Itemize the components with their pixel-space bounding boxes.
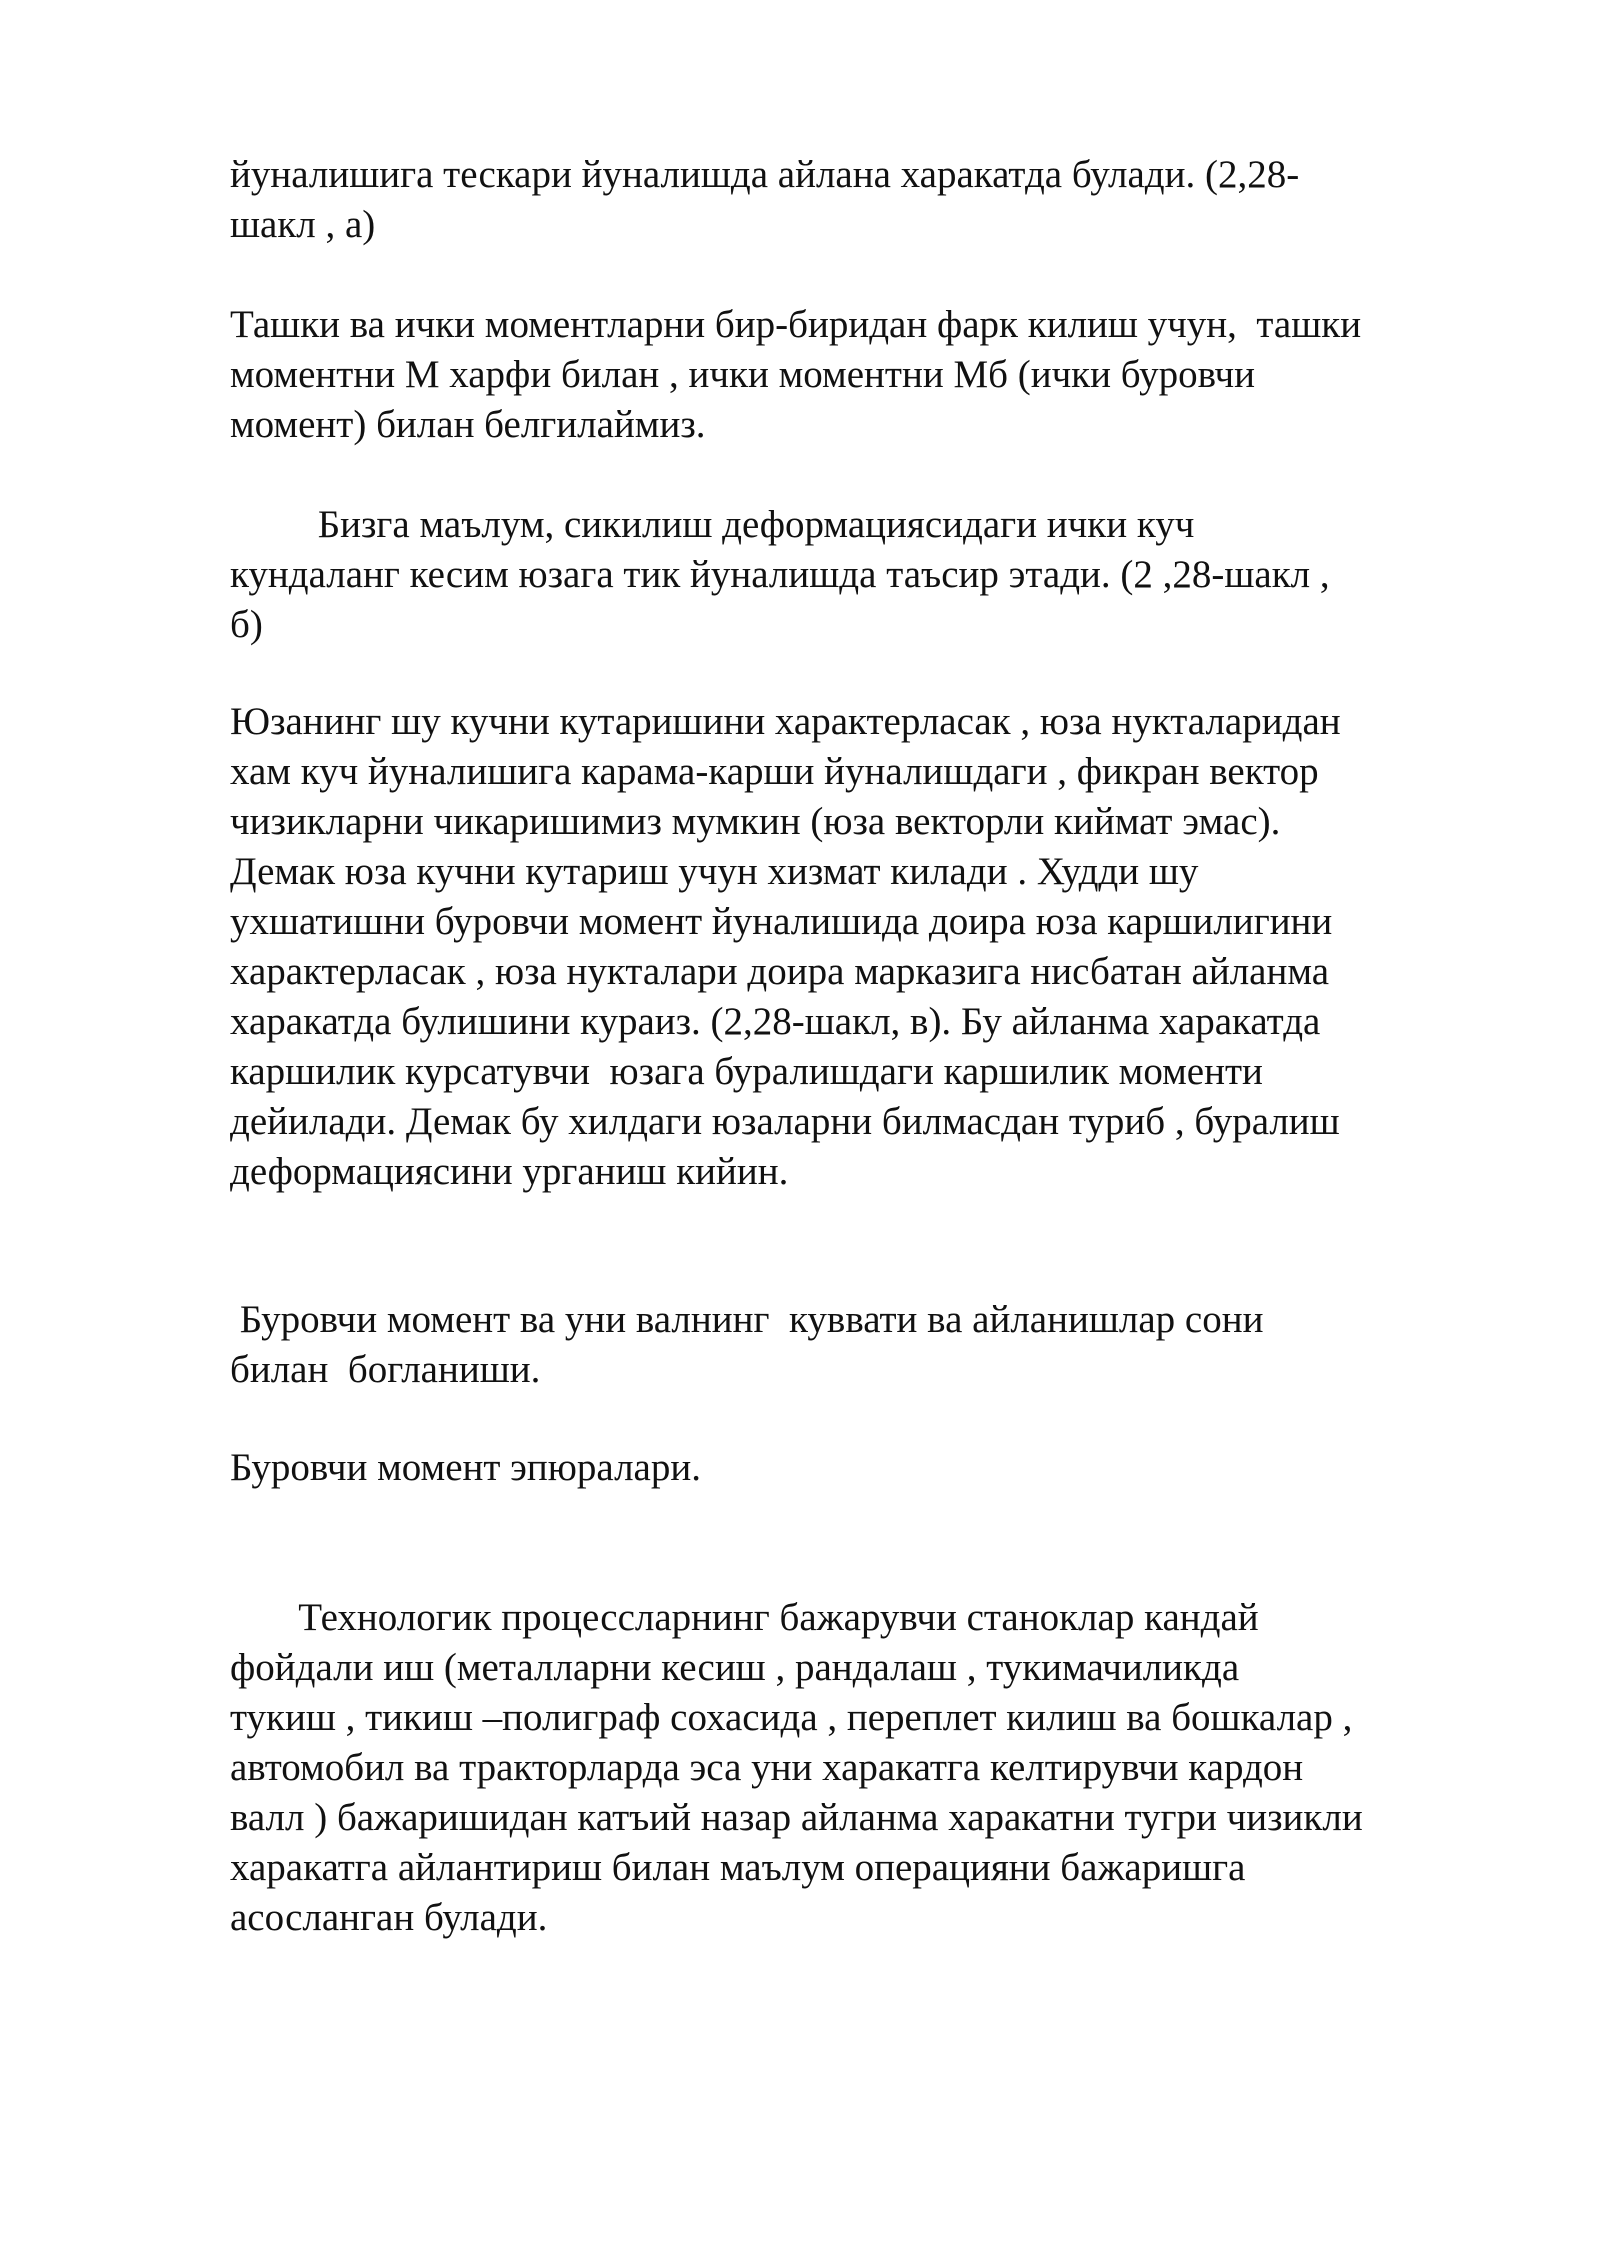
paragraph-moment-notation: Ташки ва ички моментларни бир-биридан фарк килиш учун, ташки моментни М харфи билан , ички моментни Мб (ички буровчи момент) билан белгилаймиз. [230,303,1362,446]
section-heading-torque-power: Буровчи момент ва уни валнинг куввати ва айланишлар сони билан богланиши. [230,1298,1264,1391]
section-heading-torque-diagrams: Буровчи момент эпюралари. [230,1446,701,1489]
paragraph-continuation: йуналишига тескари йуналишда айлана харакатда булади. (2,28- шакл , а) [230,153,1300,246]
paragraph-internal-force: Бизга маълум, сикилиш деформациясидаги ички куч кундаланг кесим юзага тик йуналишда таъсир этади. (2 ,28-шакл , б) [230,503,1330,646]
paragraph-technological-processes: Технологик процессларнинг бажарувчи станоклар кандай фойдали иш (металларни кесиш , рандалаш , тукимачиликда тукиш , тикиш –полиграф сохасида , переплет килиш ва бошкалар , автомобил ва тракторларда эса уни харакатга келтирувчи кардон валл ) бажаришидан катъий назар айланма харакатни тугри чизикли харакатга айлантириш билан маълум операцияни бажаришга асосланган булади. [230,1596,1363,1939]
paragraph-resistance-moment: Юзанинг шу кучни кутаришини характерласак , юза нукталаридан хам куч йуналишига карама-карши йуналишдаги , фикран вектор чизикларни чикаришимиз мумкин (юза векторли киймат эмас). Демак юза кучни кутариш учун хизмат килади . Худди шу ухшатишни буровчи момент йуналишида доира юза каршилигини характерласак , юза нукталари доира марказига нисбатан айланма харакатда булишини кураиз. (2,28-шакл, в). Бу айланма харакатда каршилик курсатувчи юзага буралишдаги каршилик моменти дейилади. Демак бу хилдаги юзаларни билмасдан туриб , буралиш деформациясини урганиш кийин. [230,700,1341,1193]
